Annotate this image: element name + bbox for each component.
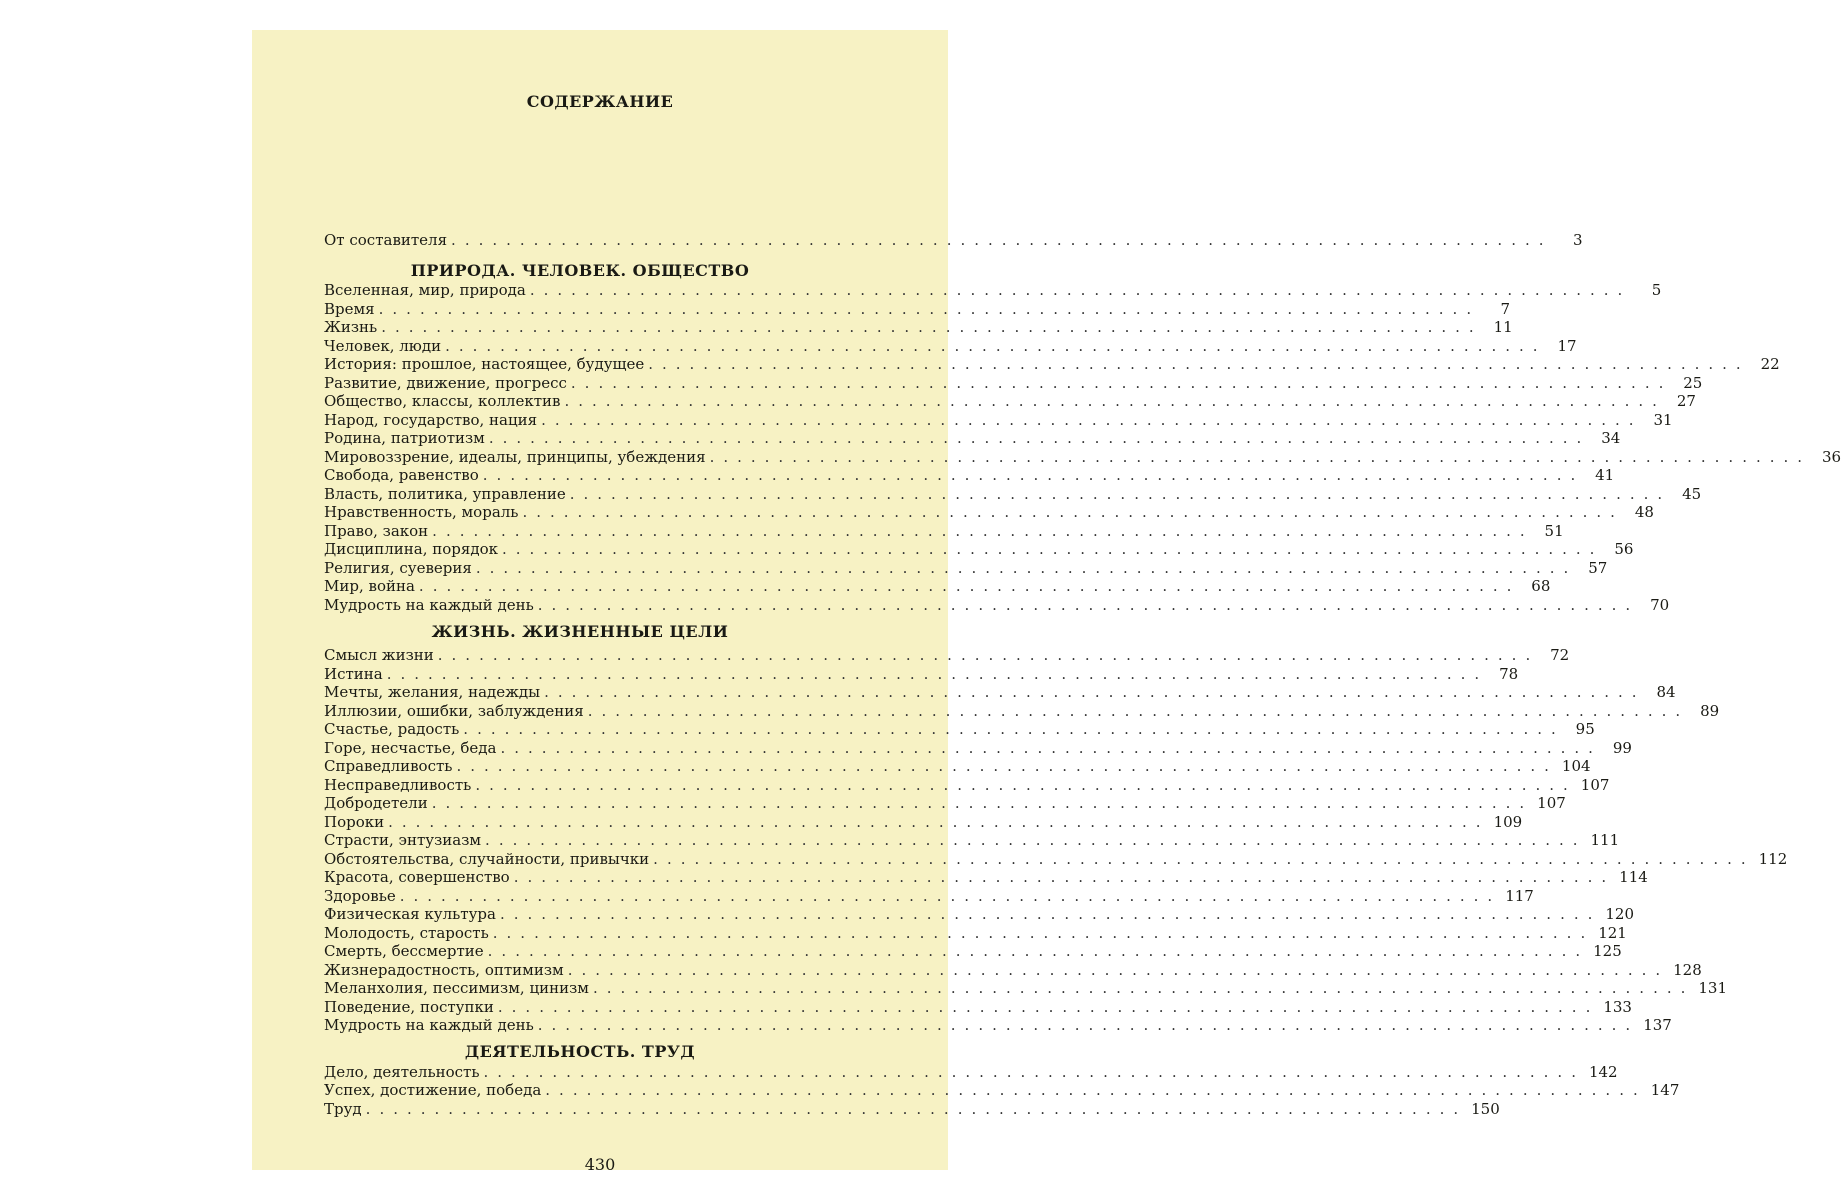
toc-entry-page: 120 [1605, 905, 1635, 923]
toc-entry-intro [324, 230, 1583, 249]
toc-entry-label: Молодость, старость [324, 923, 489, 942]
toc-entry-page: 99 [1612, 738, 1632, 757]
leader-dots: ................................................................................ [475, 558, 1578, 577]
toc-entry-label: Горе, несчастье, беда [324, 738, 497, 757]
toc-entry-page: 41 [1595, 466, 1615, 484]
toc-entry-label: Мудрость на каждый день [324, 1016, 534, 1034]
toc-entry-page: 3 [1572, 230, 1583, 249]
toc-entry [324, 886, 1534, 905]
leader-dots: ................................................................................ [545, 1081, 1647, 1099]
toc-entry [324, 1099, 1500, 1118]
toc-entry-label: История: прошлое, настоящее, будущее [324, 355, 645, 373]
toc-sections [324, 260, 1841, 1118]
leader-dots: ................................................................................ [483, 1062, 1585, 1081]
leader-dots: ................................................................................ [418, 577, 1521, 595]
leader-dots: ................................................................................ [399, 886, 1502, 905]
toc-entry-label: Несправедливость [324, 775, 472, 794]
toc-entry [324, 664, 1519, 683]
toc-entry-label: Страсти, энтузиазм [324, 831, 482, 849]
toc-entry [324, 336, 1577, 355]
leader-dots: ................................................................................ [437, 646, 1540, 664]
section-heading: ПРИРОДА. ЧЕЛОВЕК. ОБЩЕСТВО [410, 260, 750, 280]
toc-entry-page: 72 [1550, 646, 1570, 664]
leader-dots: ................................................................................ [482, 466, 1585, 484]
leader-dots: ................................................................................ [378, 299, 1481, 318]
leader-dots: ................................................................................ [381, 318, 1483, 336]
toc-entry-page: 89 [1700, 701, 1720, 720]
toc-entry-label: От составителя [324, 230, 448, 249]
toc-entry [324, 979, 1728, 998]
toc-entry [324, 683, 1676, 702]
leader-dots: ................................................................................ [456, 757, 1558, 775]
toc-entry [324, 558, 1608, 577]
toc-entry [324, 738, 1632, 757]
leader-dots: ................................................................................ [386, 664, 1489, 683]
page-title: СОДЕРЖАНИЕ [526, 92, 674, 111]
leader-dots: ................................................................................ [432, 521, 1534, 540]
toc-entry [324, 1062, 1618, 1081]
section-heading: ДЕЯТЕЛЬНОСТЬ. ТРУД [464, 1042, 696, 1061]
leader-dots: ................................................................................ [500, 738, 1602, 757]
toc-entry-page: 107 [1537, 794, 1566, 812]
toc-entry [324, 646, 1570, 665]
leader-dots: ................................................................................ [653, 849, 1755, 868]
toc-entry-page: 11 [1493, 318, 1513, 336]
toc-entry-label: Время [324, 299, 375, 318]
toc-entry-page: 109 [1493, 812, 1523, 831]
toc-entry-page: 147 [1650, 1081, 1680, 1099]
toc-entry-label: Успех, достижение, победа [324, 1081, 542, 1099]
toc-entry-label: Народ, государство, нация [324, 410, 538, 429]
toc-entry-page: 121 [1598, 923, 1627, 942]
toc-entry-label: Власть, политика, управление [324, 484, 566, 503]
toc-entry-label: Право, закон [324, 521, 429, 540]
toc-entry-label: Родина, патриотизм [324, 429, 485, 447]
toc-entry-label: Смысл жизни [324, 646, 434, 664]
toc-entry [324, 923, 1627, 942]
toc-entry-page: 51 [1544, 521, 1564, 540]
toc-entry-page: 22 [1760, 355, 1780, 373]
toc-entry-label: Вселенная, мир, природа [324, 281, 526, 299]
toc-entry-label: Красота, совершенство [324, 868, 510, 886]
section-heading: ЖИЗНЬ. ЖИЗНЕННЫЕ ЦЕЛИ [431, 621, 729, 641]
leader-dots: ................................................................................ [365, 1099, 1468, 1118]
toc-entry-label: Мудрость на каждый день [324, 595, 534, 614]
toc-entry [324, 281, 1662, 300]
toc-entry [324, 392, 1696, 411]
table-of-contents [324, 230, 1841, 1118]
toc-entry [324, 447, 1841, 466]
toc-entry-label: Мир, война [324, 577, 415, 595]
toc-entry [324, 1016, 1672, 1035]
toc-entry-page: 107 [1580, 775, 1610, 794]
toc-entry [324, 503, 1654, 522]
toc-entry-page: 17 [1557, 336, 1577, 355]
leader-dots: ................................................................................ [544, 683, 1646, 701]
toc-entry [324, 849, 1788, 868]
toc-entry-page: 112 [1758, 849, 1788, 868]
toc-entry [324, 595, 1670, 614]
toc-entry-page: 114 [1619, 868, 1648, 886]
leader-dots: ................................................................................ [475, 775, 1577, 794]
toc-entry-label: Физическая культура [324, 905, 496, 923]
toc-entry-label: Счастье, радость [324, 720, 460, 738]
toc-entry [324, 373, 1703, 392]
toc-entry-label: Смерть, бессмертие [324, 942, 484, 960]
leader-dots: ................................................................................ [541, 410, 1643, 429]
toc-entry-label: Дисциплина, порядок [324, 540, 498, 558]
toc-entry-page: 45 [1682, 484, 1702, 503]
toc-entry-page: 31 [1653, 410, 1673, 429]
toc-entry-label: Свобода, равенство [324, 466, 479, 484]
toc-entry-label: Иллюзии, ошибки, заблуждения [324, 701, 584, 720]
toc-entry-label: Поведение, поступки [324, 997, 494, 1016]
toc-entry-label: Нравственность, мораль [324, 503, 519, 521]
toc-entry [324, 355, 1780, 374]
toc-entry [324, 466, 1615, 485]
toc-entry-label: Добродетели [324, 794, 428, 812]
leader-dots: ................................................................................ [488, 429, 1591, 447]
toc-entry-label: Истина [324, 664, 383, 683]
leader-dots: ................................................................................ [451, 230, 1553, 249]
leader-dots: ................................................................................ [487, 942, 1590, 960]
leader-dots: ................................................................................ [569, 484, 1672, 503]
toc-entry-label: Жизнерадостность, оптимизм [324, 960, 564, 979]
toc-entry-page: 27 [1676, 392, 1696, 410]
leader-dots: ................................................................................ [537, 595, 1640, 614]
leader-dots: ................................................................................ [463, 720, 1565, 738]
toc-entry [324, 868, 1648, 887]
toc-entry-page: 78 [1499, 664, 1519, 683]
toc-entry-label: Справедливость [324, 757, 453, 775]
toc-entry-page: 68 [1531, 577, 1551, 595]
toc-entry [324, 720, 1595, 739]
toc-entry [324, 299, 1511, 318]
toc-entry-page: 70 [1650, 595, 1670, 614]
leader-dots: ................................................................................ [501, 540, 1604, 558]
toc-entry [324, 521, 1564, 540]
leader-dots: ................................................................................ [709, 447, 1812, 466]
toc-entry-page: 48 [1634, 503, 1654, 521]
leader-dots: ................................................................................ [492, 923, 1595, 942]
toc-entry [324, 701, 1720, 720]
toc-entry-page: 57 [1588, 558, 1608, 577]
toc-entry-page: 125 [1593, 942, 1622, 960]
toc-entry-page: 131 [1698, 979, 1728, 997]
toc-entry-label: Мировоззрение, идеалы, принципы, убеждения [324, 447, 706, 466]
toc-entry [324, 540, 1634, 559]
toc-entry-label: Развитие, движение, прогресс [324, 373, 567, 392]
toc-entry-page: 34 [1601, 429, 1621, 447]
toc-entry-label: Здоровье [324, 886, 396, 905]
toc-entry [324, 775, 1610, 794]
toc-entry-page: 137 [1643, 1016, 1672, 1034]
toc-entry [324, 577, 1551, 596]
leader-dots: ................................................................................ [497, 997, 1600, 1016]
leader-dots: ................................................................................ [587, 701, 1690, 720]
leader-dots: ................................................................................ [431, 794, 1534, 812]
leader-dots: ................................................................................ [592, 979, 1695, 997]
toc-entry-page: 142 [1588, 1062, 1618, 1081]
toc-entry-page: 56 [1614, 540, 1634, 558]
leader-dots: ................................................................................ [537, 1016, 1640, 1034]
leader-dots: ................................................................................ [485, 831, 1587, 849]
leader-dots: ................................................................................ [522, 503, 1624, 521]
toc-entry [324, 794, 1566, 813]
toc-entry-label: Человек, люди [324, 336, 442, 355]
toc-entry-label: Общество, классы, коллектив [324, 392, 561, 410]
leader-dots: ................................................................................ [570, 373, 1673, 392]
book-page [252, 30, 1841, 1174]
leader-dots: ................................................................................ [388, 812, 1490, 831]
toc-entry-page: 7 [1500, 299, 1511, 318]
leader-dots: ................................................................................ [513, 868, 1616, 886]
toc-entry-page: 104 [1561, 757, 1591, 775]
toc-entry-page: 5 [1651, 281, 1662, 299]
toc-entry [324, 997, 1632, 1016]
toc-entry-page: 36 [1821, 447, 1841, 466]
leader-dots: ................................................................................ [445, 336, 1547, 355]
toc-entry [324, 942, 1622, 961]
leader-dots: ................................................................................ [529, 281, 1632, 299]
leader-dots: ................................................................................ [564, 392, 1666, 410]
toc-entry-label: Пороки [324, 812, 385, 831]
toc-entry-page: 133 [1603, 997, 1632, 1016]
toc-entry-label: Мечты, желания, надежды [324, 683, 541, 701]
leader-dots: ................................................................................ [648, 355, 1750, 373]
page-number: 430 [584, 1155, 616, 1174]
toc-entry [324, 960, 1702, 979]
toc-entry-page: 111 [1590, 831, 1620, 849]
toc-entry [324, 757, 1591, 776]
toc-entry [324, 410, 1673, 429]
toc-entry [324, 812, 1523, 831]
toc-entry-label: Дело, деятельность [324, 1062, 480, 1081]
leader-dots: ................................................................................ [499, 905, 1602, 923]
toc-entry [324, 905, 1635, 924]
toc-entry-label: Жизнь [324, 318, 378, 336]
leader-dots: ................................................................................ [567, 960, 1670, 979]
toc-entry-label: Обстоятельства, случайности, привычки [324, 849, 650, 868]
toc-entry-page: 95 [1575, 720, 1595, 738]
toc-entry-page: 84 [1656, 683, 1676, 701]
toc-entry-page: 150 [1471, 1099, 1500, 1118]
toc-entry-page: 25 [1683, 373, 1703, 392]
toc-entry [324, 318, 1513, 337]
toc-entry-page: 117 [1505, 886, 1534, 905]
toc-entry [324, 484, 1702, 503]
toc-entry [324, 1081, 1680, 1100]
toc-entry-label: Труд [324, 1099, 362, 1118]
toc-entry-label: Меланхолия, пессимизм, цинизм [324, 979, 589, 997]
toc-entry-label: Религия, суеверия [324, 558, 472, 577]
toc-entry [324, 831, 1620, 850]
toc-entry-page: 128 [1673, 960, 1702, 979]
toc-entry [324, 429, 1621, 448]
